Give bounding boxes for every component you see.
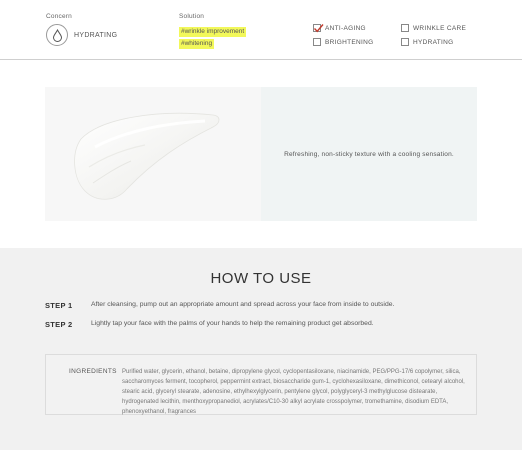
checkbox-label: BRIGHTENING — [325, 38, 374, 46]
solution-tag-whitening: #whitening — [181, 40, 213, 47]
how-to-use-section — [0, 248, 522, 450]
product-info-header — [0, 0, 522, 60]
checkbox-box[interactable] — [313, 38, 321, 46]
step-1-text: After cleansing, pump out an appropriate amount and spread across your face from inside to outside. — [91, 301, 395, 308]
checkbox-wrinkle-care[interactable] — [401, 24, 466, 32]
texture-caption: Refreshing, non-sticky texture with a cooling sensation. — [284, 150, 454, 158]
checkbox-brightening[interactable] — [313, 38, 373, 46]
ingredients-list: Purified water, glycerin, ethanol, betaine, dipropylene glycol, cyclopentasiloxane, niacinamide, PEG/PPG-17/6 copolymer, silica, saccharomyces ferment, tocopherol, peppermint extract, biosaccharide gum-1, cyclohexasiloxane, dimethiconol, cetearyl alcohol, stearic acid, glyceryl stearate, adenosine, ethylhexylglycerin, pentylene glycol, polyglyceryl-3 methylglucose distearate, hydrogenated lecithin, menthoxypropanediol, acrylates/C10-30 alkyl acrylate crosspolymer, tromethamine, disodium EDTA, phenoxyethanol, fragrances — [122, 369, 465, 415]
checkbox-box[interactable] — [313, 24, 321, 32]
texture-section — [45, 87, 477, 221]
texture-caption-panel — [261, 87, 477, 221]
cream-swatch-image — [45, 87, 261, 221]
checkbox-box[interactable] — [401, 38, 409, 46]
step-2-text: Lightly tap your face with the palms of your hands to help the remaining product get absorbed. — [91, 320, 374, 327]
checkbox-anti-aging[interactable] — [313, 24, 366, 32]
checkbox-hydrating[interactable] — [401, 38, 454, 46]
checkbox-label: HYDRATING — [413, 38, 454, 46]
solution-label: Solution — [179, 13, 205, 20]
checkmark-icon — [313, 23, 324, 34]
concern-label: Concern — [46, 13, 72, 20]
water-drop-icon — [52, 29, 63, 42]
checkbox-label: WRINKLE CARE — [413, 24, 467, 32]
step-2-label: STEP 2 — [45, 320, 73, 329]
how-to-use-title: HOW TO USE — [210, 270, 312, 287]
cream-swatch-illustration — [45, 87, 261, 221]
ingredients-box — [45, 354, 477, 415]
step-1-label: STEP 1 — [45, 301, 73, 310]
concern-icon-circle — [46, 24, 68, 46]
concern-value: HYDRATING — [74, 32, 118, 39]
checkbox-label: ANTI-AGING — [325, 24, 366, 32]
solution-tag-wrinkle: #wrinkle improvement — [181, 28, 245, 35]
checkbox-box[interactable] — [401, 24, 409, 32]
ingredients-label: INGREDIENTS — [69, 368, 117, 375]
